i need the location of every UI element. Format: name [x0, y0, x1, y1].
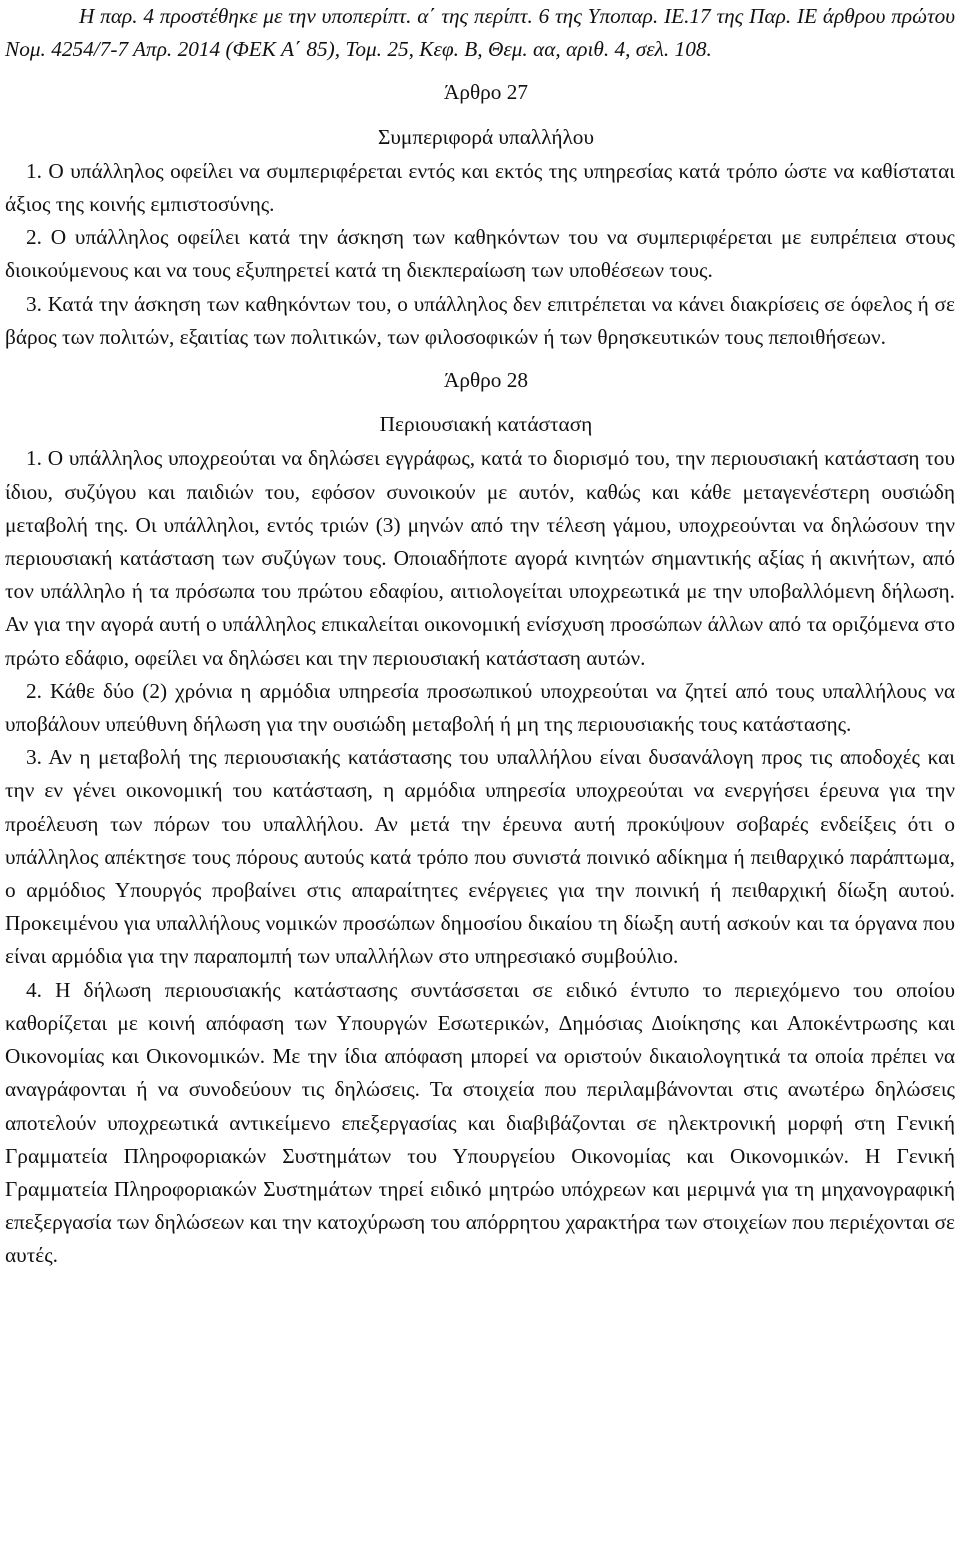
article-27-title: Συμπεριφορά υπαλλήλου: [377, 124, 595, 149]
article-27-number: Άρθρο 27: [443, 80, 529, 105]
article-28-number: Άρθρο 28: [443, 368, 529, 393]
article-28-paragraph-2: 2. Κάθε δύο (2) χρόνια η αρμόδια υπηρεσία προσωπικού υποχρεούται να ζητεί από τους υπαλλήλους να υποβάλουν υπεύθυνη δήλωση για την ουσιώδη μεταβολή ή μη της περιουσιακής τους κατάστασης.: [5, 678, 955, 737]
article-27-paragraph-3: 3. Κατά την άσκηση των καθηκόντων του, ο υπάλληλος δεν επιτρέπεται να κάνει διακρίσεις σε όφελος ή σε βάρος των πολιτών, εξαιτίας των πολιτικών, των φιλοσοφικών ή των θρησκευτικών τους πεποιθήσεων.: [5, 291, 955, 349]
article-28-paragraph-1: 1. Ο υπάλληλος υποχρεούται να δηλώσει εγγράφως, κατά το διορισμό του, την περιουσιακή κατάσταση του ίδιου, συζύγου και παιδιών του, εφόσον συνοικούν με αυτόν, καθώς και κάθε μεταγενέστερη ουσιώδη μεταβολή της. Οι υπάλληλοι, εντός τριών (3) μηνών από την τέλεση γάμου, υποχρεούνται να δηλώσουν την περιουσιακή κατάσταση των συζύγων τους. Οποιαδήποτε αγορά κινητών σημαντικής αξίας ή ακινήτων, από τον υπάλληλο ή τα πρόσωπα του πρώτου εδαφίου, αιτιολογείται υποχρεωτικά με την υποβαλλόμενη δήλωση. Αν για την αγορά αυτή ο υπάλληλος επικαλείται οικονομική ενίσχυση προσώπων άλλων από τα οριζόμενα στο πρώτο εδάφιο, οφείλει να δηλώσει και την περιουσιακή κατάσταση αυτών.: [5, 446, 955, 670]
article-27-paragraph-1: 1. Ο υπάλληλος οφείλει να συμπεριφέρεται εντός και εκτός της υπηρεσίας κατά τρόπο ώστε να καθίσταται άξιος της κοινής εμπιστοσύνης.: [5, 158, 955, 217]
document-page: [5, 0, 955, 1273]
article-27-paragraph-2: 2. Ο υπάλληλος οφείλει κατά την άσκηση των καθηκόντων του να συμπεριφέρεται με ευπρέπεια στους διοικούμενους και να τους εξυπηρετεί κατά τη διεκπεραίωση των υποθέσεων τους.: [5, 225, 955, 283]
amendment-note: Η παρ. 4 προστέθηκε με την υποπερίπτ. α΄ της περίπτ. 6 της Υποπαρ. ΙΕ.17 της Παρ. ΙΕ άρθρου πρώτου Νομ. 4254/7-7 Απρ. 2014 (ΦΕΚ Α΄ 85), Τομ. 25, Κεφ. Β, Θεμ. αα, αριθ. 4, σελ. 108.: [5, 4, 955, 62]
article-28-title: Περιουσιακή κατάσταση: [379, 412, 593, 437]
article-28-paragraph-4: 4. Η δήλωση περιουσιακής κατάστασης συντάσσεται σε ειδικό έντυπο το περιεχόμενο του οποίου καθορίζεται με κοινή απόφαση των Υπουργών Εσωτερικών, Δημόσιας Διοίκησης και Αποκέντρωσης και Οικονομίας και Οικονομικών. Με την ίδια απόφαση μπορεί να οριστούν δικαιολογητικά τα οποία πρέπει να αναγράφονται ή να συνοδεύουν τις δηλώσεις. Τα στοιχεία που περιλαμβάνονται στις ανωτέρω δηλώσεις αποτελούν υποχρεωτικά αντικείμενο επεξεργασίας και διαβιβάζονται σε ηλεκτρονική μορφή στη Γενική Γραμματεία Πληροφοριακών Συστημάτων του Υπουργείου Οικονομίας και Οικονομικών. Η Γενική Γραμματεία Πληροφοριακών Συστημάτων τηρεί ειδικό μητρώο υπόχρεων και μεριμνά για τη μηχανογραφική επεξεργασία των δηλώσεων και την κατοχύρωση του απόρρητου χαρακτήρα των στοιχείων που περιέχονται σε αυτές.: [5, 977, 955, 1268]
article-28-paragraph-3: 3. Αν η μεταβολή της περιουσιακής κατάστασης του υπαλλήλου είναι δυσανάλογη προς τις αποδοχές και την εν γένει οικονομική του κατάσταση, η αρμόδια υπηρεσία υποχρεούται να ενεργήσει έρευνα για την προέλευση των πόρων του υπαλλήλου. Αν μετά την έρευνα αυτή προκύψουν σοβαρές ενδείξεις ότι ο υπάλληλος απέκτησε τους πόρους αυτούς κατά τρόπο που συνιστά ποινικό αδίκημα ή πειθαρχικό παράπτωμα, ο αρμόδιος Υπουργός προβαίνει στις απαραίτητες ενέργειες για την ποινική ή πειθαρχική δίωξη αυτού. Προκειμένου για υπαλλήλους νομικών προσώπων δημοσίου δικαίου τη δίωξη αυτή ασκούν και τα όργανα που είναι αρμόδια για την παραπομπή των υπαλλήλων στο υπηρεσιακό συμβούλιο.: [5, 745, 955, 969]
